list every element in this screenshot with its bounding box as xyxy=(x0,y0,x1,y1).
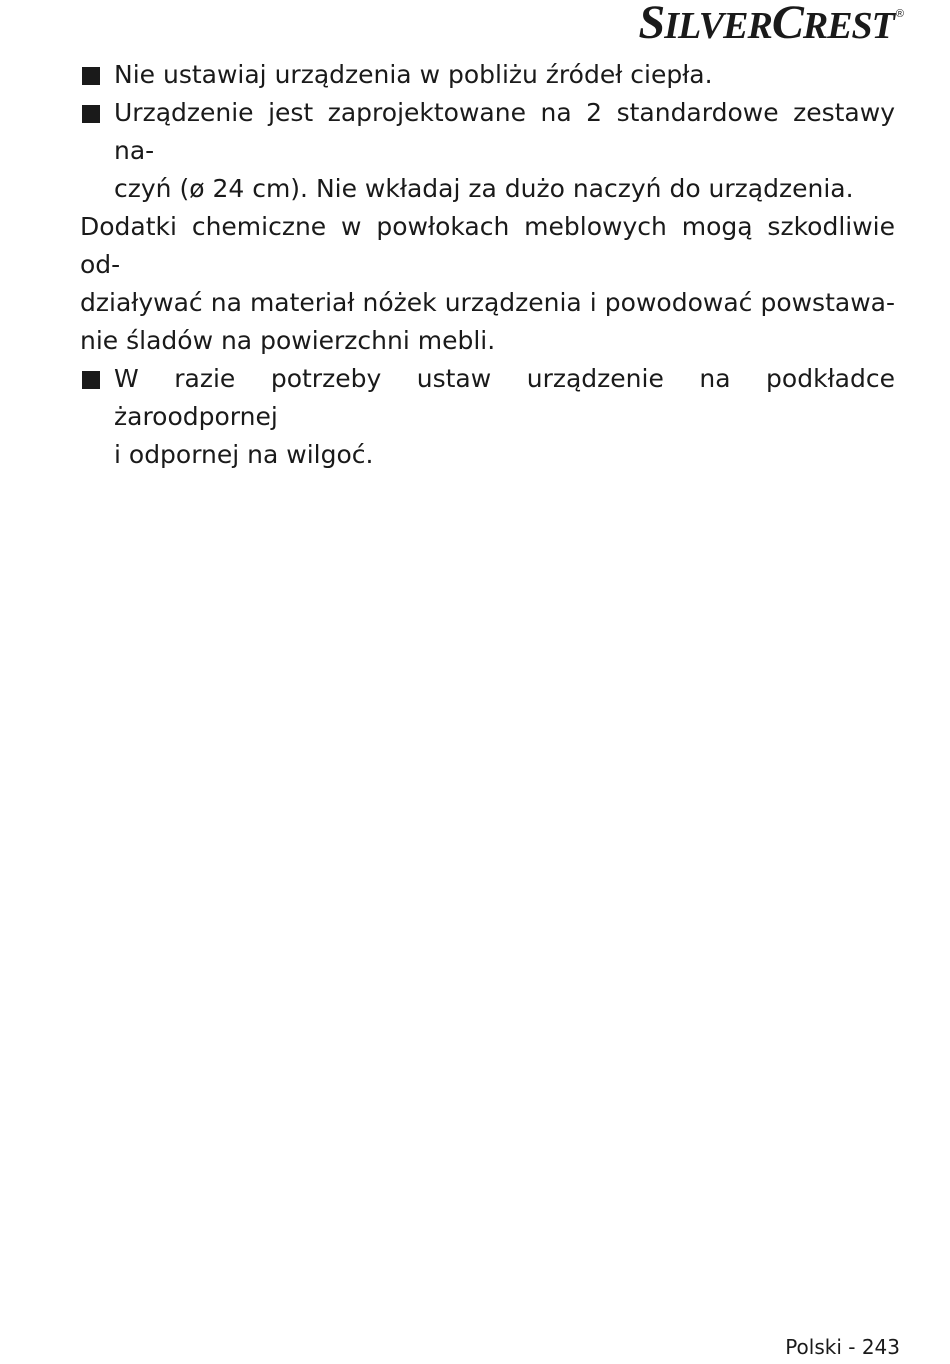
paragraph-line: działywać na materiał nóżek urządzenia i powodować powstawa- xyxy=(80,288,895,317)
bullet-item xyxy=(80,360,895,474)
square-bullet-icon xyxy=(82,105,100,123)
bullet-text-line: Urządzenie jest zaprojektowane na 2 standardowe zestawy na- xyxy=(114,98,895,165)
bullet-text-line: czyń (ø 24 cm). Nie wkładaj za dużo naczyń do urządzenia. xyxy=(114,174,854,203)
bullet-text-line: W razie potrzeby ustaw urządzenie na podkładce żaroodpornej xyxy=(114,364,895,431)
page-number: Polski - 243 xyxy=(785,1335,900,1359)
document-body xyxy=(80,56,895,474)
paragraph-line: Dodatki chemiczne w powłokach meblowych mogą szkodliwie od- xyxy=(80,212,895,279)
registered-mark: ® xyxy=(895,8,904,20)
logo-wordmark: SILVERCREST xyxy=(638,0,894,49)
body-paragraph xyxy=(80,208,895,360)
paragraph-line: nie śladów na powierzchni mebli. xyxy=(80,326,496,355)
bullet-text-line: Nie ustawiaj urządzenia w pobliżu źródeł ciepła. xyxy=(114,60,713,89)
bullet-text-line: i odpornej na wilgoć. xyxy=(114,440,374,469)
brand-logo xyxy=(638,0,904,48)
bullet-item xyxy=(80,94,895,208)
square-bullet-icon xyxy=(82,371,100,389)
bullet-item xyxy=(80,56,895,94)
square-bullet-icon xyxy=(82,67,100,85)
